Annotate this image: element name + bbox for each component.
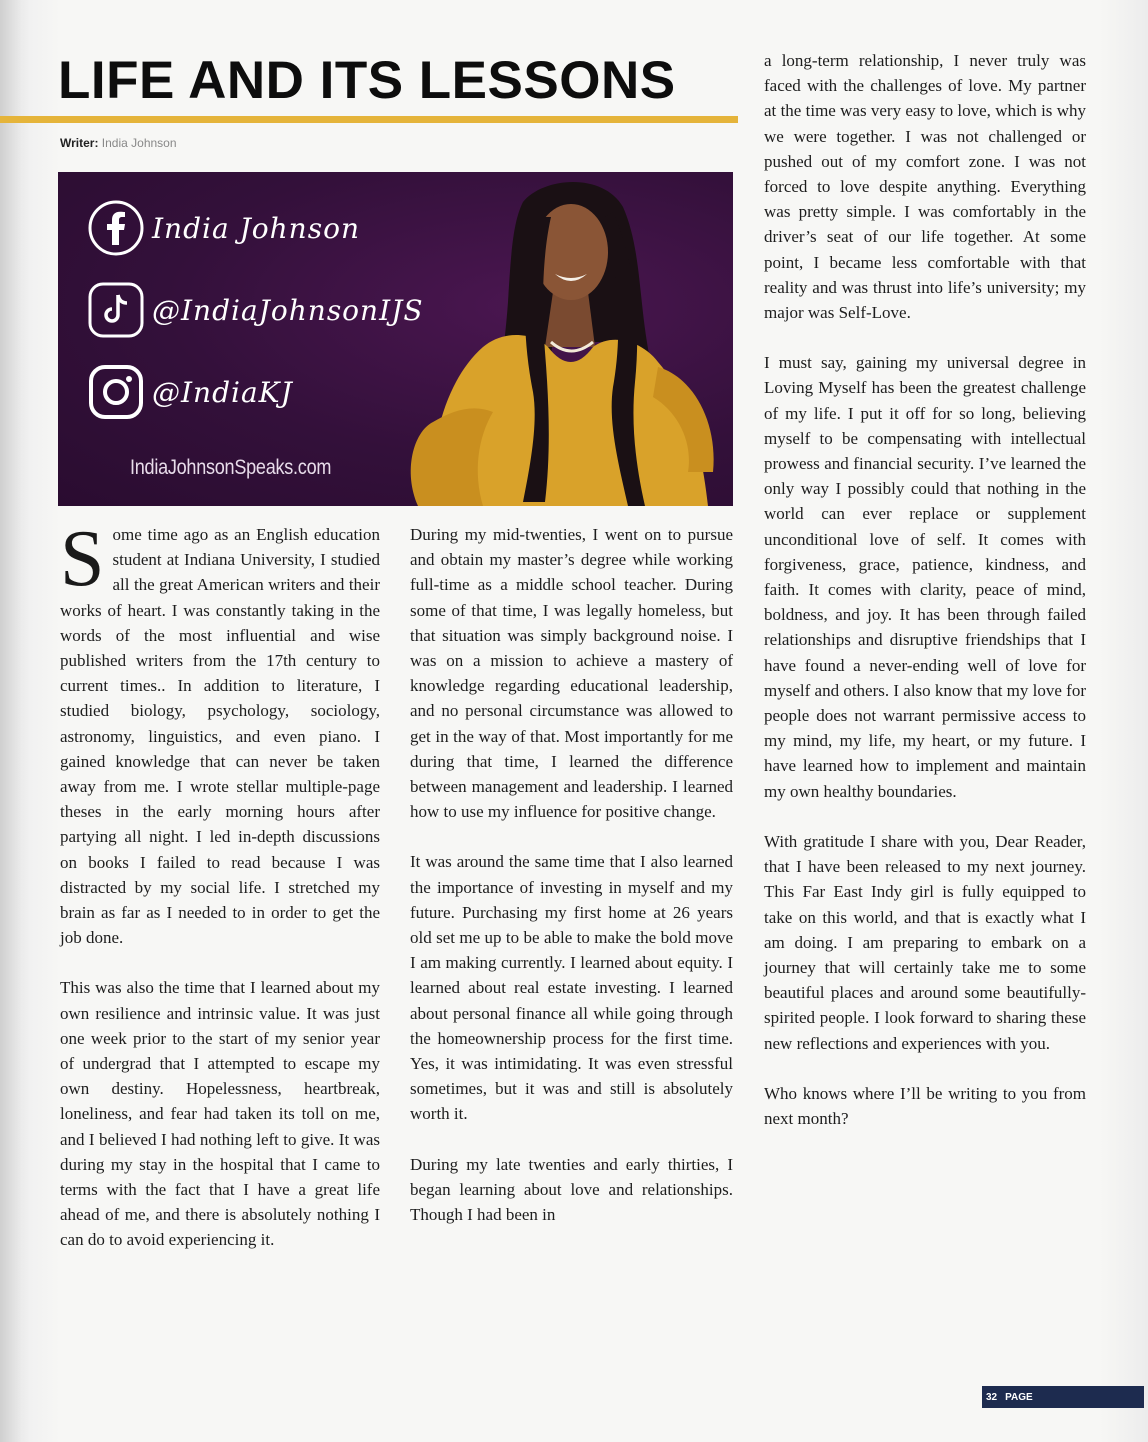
title-underline-rule [0, 116, 738, 123]
page-spine-shadow [0, 0, 22, 1442]
article-column-2 [410, 522, 733, 1252]
instagram-row [86, 362, 293, 422]
instagram-handle: @IndiaKJ [152, 375, 293, 409]
author-social-banner [58, 172, 733, 506]
paragraph: With gratitude I share with you, Dear Reader, that I have been released to my next journey. This Far East Indy girl is fully equipped to take on this world, and that is exactly what I am doing. I am preparing to embark on a journey that will certainly take me to some beautiful places and around some beautifully-spirited people. I look forward to sharing these new reflections and experiences with you. [764, 831, 1086, 1053]
article-column-3 [764, 48, 1086, 1156]
paragraph-text: ome time ago as an English education student at Indiana University, I studied all the great American writers and their works of heart. I was constantly taking in the words of the most influential and wise published writers from the 17th century to current times.. In addition to literature, I studied biology, psychology, sociology, astronomy, linguistics, and even piano. I gained knowledge that can never be taken away from me. I wrote stellar multiple-page theses in the early morning hours after partying all night. I led in-depth discussions on books I failed to read because I was distracted by my social life. I stretched my brain as far as I needed to in order to get the job done. [60, 525, 380, 948]
writer-name: India Johnson [101, 136, 177, 150]
page-number-tag [982, 1386, 1144, 1408]
paragraph [60, 515, 380, 950]
author-portrait [373, 172, 733, 506]
paragraph: Who knows where I’ll be writing to you from next month? [764, 1083, 1086, 1128]
instagram-icon [86, 362, 146, 422]
writer-label: Writer: [60, 136, 99, 150]
facebook-row [86, 198, 360, 258]
facebook-icon [86, 198, 146, 258]
page-label: PAGE [1005, 1391, 1033, 1403]
article-column-1 [60, 515, 380, 1278]
article-title: LIFE AND ITS LESSONS [58, 51, 676, 110]
paragraph: a long-term relationship, I never truly was faced with the challenges of love. My partner at the time was very easy to love, which is why we were together. I was not challenged or pushed out of my comfort zone. I was not forced to love despite anything. Everything was pretty simple. I was comfortably in the driver’s seat of our life together. At some point, I became less comfortable with that reality and was thrust into life’s university; my major was Self-Love. [764, 51, 1086, 323]
paragraph: During my mid-twenties, I went on to pursue and obtain my master’s degree while working full-time as a middle school teacher. During some of that time, I was legally homeless, but that situation was simply background noise. I was on a mission to achieve a mastery of knowledge regarding educational leadership, and no personal circumstance was allowed to get in the way of that. Most importantly for me during that time, I learned the difference between management and leadership. I learned how to use my influence for positive change. [410, 525, 733, 822]
facebook-name: India Johnson [152, 211, 360, 245]
paragraph: It was around the same time that I also learned the importance of investing in myself and my future. Purchasing my first home at 26 years old set me up to be able to make the bold move I am making currently. I learned about equity. I learned about real estate investing. I learned about personal finance all while going through the homeownership process for the first time. Yes, it was intimidating. It was even stressful sometimes, but it was and still is absolutely worth it. [410, 852, 733, 1124]
writer-credit [60, 136, 177, 150]
paragraph: I must say, gaining my universal degree in Loving Myself has been the greatest challenge of my life. I put it off for so long, believing myself to be compensating with intellectual prowess and financial security. I’ve learned the only way I possibly could that nothing in the world can ever replace or supplement unconditional love of self. It comes with forgiveness, grace, patience, kindness, and faith. It comes with clarity, peace of mind, boldness, and joy. It has been through failed relationships and disruptive friendships that I have found a never-ending well of love for myself and others. I also know that my love for people does not warrant permissive access to my mind, my life, my heart, or my future. I have learned how to implement and maintain my own healthy boundaries. [764, 353, 1086, 801]
tiktok-icon [86, 280, 146, 340]
website-url: IndiaJohnsonSpeaks.com [130, 456, 332, 479]
page-number: 32 [986, 1391, 998, 1403]
drop-cap-letter: S [60, 515, 105, 603]
paragraph: This was also the time that I learned about my own resilience and intrinsic value. It was just one week prior to the start of my senior year of undergrad that I attempted to escape my own destiny. Hopelessness, heartbreak, loneliness, and fear had taken its toll on me, and I believed I had nothing left to give. It was during my stay in the hospital that I came to terms with the fact that I have a great life ahead of me, and there is absolutely nothing I can do to avoid experiencing it. [60, 978, 380, 1250]
tiktok-handle: @IndiaJohnsonIJS [152, 293, 424, 327]
paragraph: During my late twenties and early thirties, I began learning about love and relationships. Though I had been in [410, 1154, 733, 1225]
